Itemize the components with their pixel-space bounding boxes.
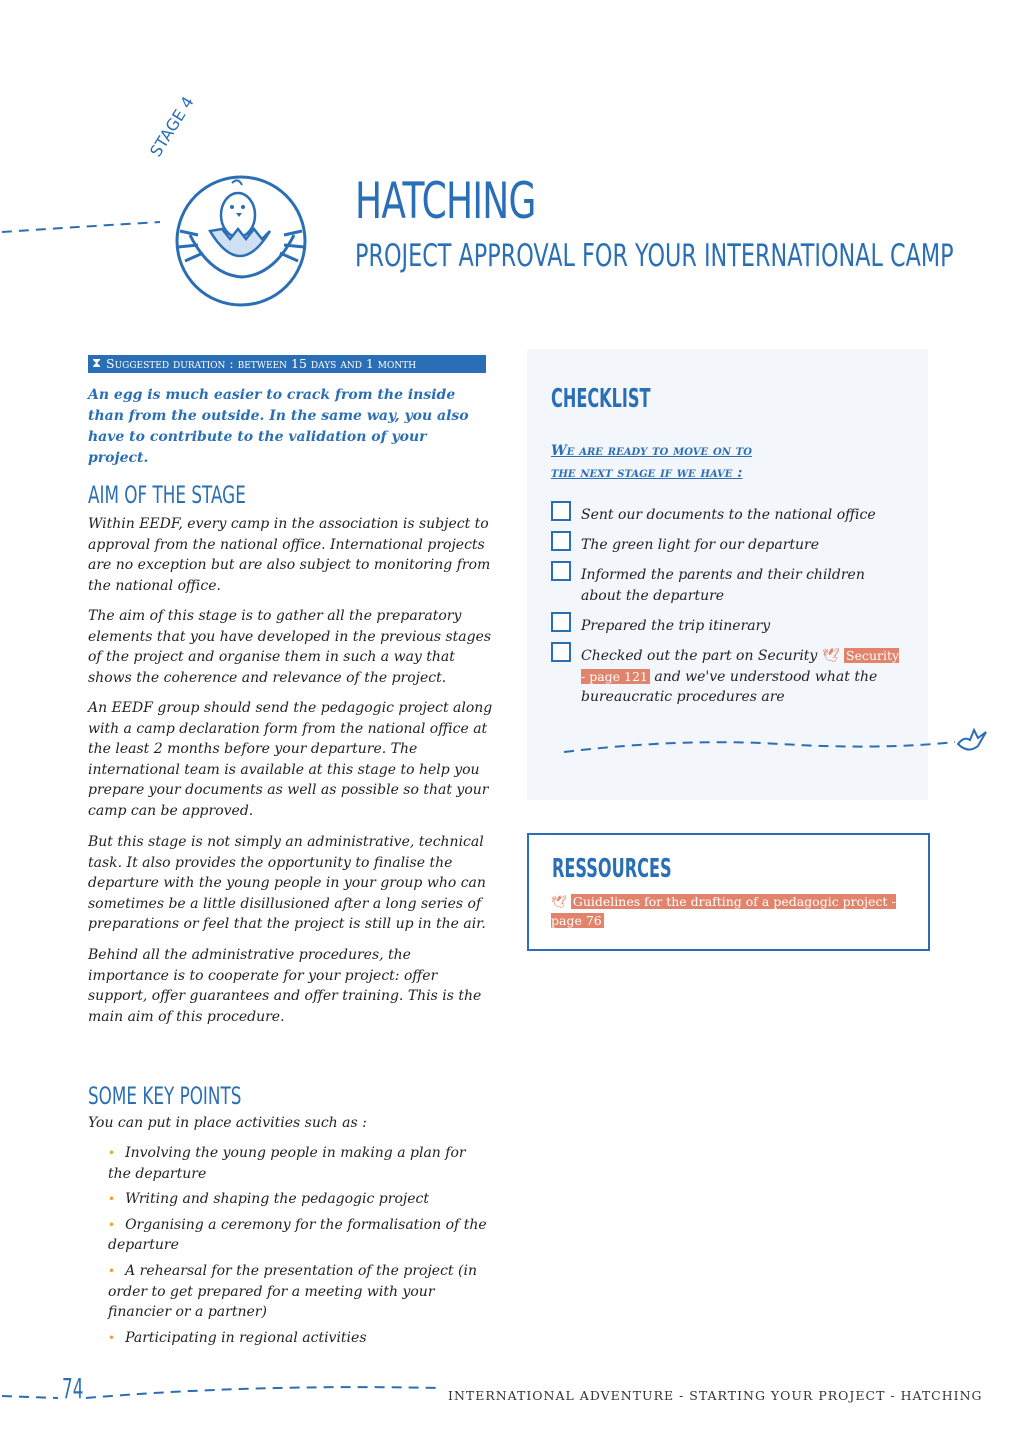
page-subtitle: PROJECT APPROVAL FOR YOUR INTERNATIONAL CAMP bbox=[355, 238, 954, 274]
duration-banner bbox=[88, 355, 486, 373]
list-item: • A rehearsal for the presentation of the project (in order to get prepared for a meeting with your financier or a partner) bbox=[108, 1262, 477, 1321]
checkbox[interactable] bbox=[551, 612, 571, 632]
checklist-item[interactable]: Informed the parents and their children about the departure bbox=[551, 565, 901, 606]
resources-link[interactable]: Guidelines for the drafting of a pedagogic project - page 76 bbox=[551, 894, 896, 928]
aim-paragraph: The aim of this stage is to gather all the preparatory elements that you have developed in the previous stages of the project and organise them in such a way that shows the coherence and relevance of the project. bbox=[88, 608, 492, 686]
aim-paragraph: Behind all the administrative procedures, the importance is to cooperate for your project: offer support, offer guarantees and offer training. This is the main aim of this procedure. bbox=[88, 947, 482, 1025]
checklist-item[interactable]: Prepared the trip itinerary bbox=[551, 616, 901, 637]
resources-heading: RESSOURCES bbox=[552, 854, 672, 884]
intro-text: An egg is much easier to crack from the inside than from the outside. In the same way, you also have to contribute to the validation of your project. bbox=[88, 387, 469, 466]
bullet-icon: • bbox=[108, 1217, 116, 1232]
checkbox[interactable] bbox=[551, 561, 571, 581]
key-points-heading: SOME KEY POINTS bbox=[88, 1082, 242, 1110]
security-link[interactable]: Security - page 121 bbox=[581, 648, 900, 684]
bird-icon bbox=[958, 730, 986, 750]
aim-paragraph: An EEDF group should send the pedagogic project along with a camp declaration form from the national office at the least 2 months before your departure. The international team is available at this stage to help you prepare your documents as well as possible so that your camp can be approved. bbox=[88, 700, 493, 819]
footer-text: INTERNATIONAL ADVENTURE - STARTING YOUR PROJECT - HATCHING bbox=[448, 1388, 983, 1403]
page-title: HATCHING bbox=[355, 172, 536, 230]
bullet-icon: • bbox=[108, 1192, 116, 1207]
checklist-item[interactable]: Checked out the part on Security 🕊 Security - page 121 and we've understood what the bureaucratic procedures are bbox=[551, 646, 901, 708]
bullet-icon: • bbox=[108, 1263, 116, 1278]
page-number: 74 bbox=[62, 1372, 84, 1405]
key-points-intro: You can put in place activities such as : bbox=[88, 1115, 367, 1131]
aim-paragraph: Within EEDF, every camp in the association is subject to approval from the national office. International projects are no exception but are also subject to monitoring from the national office. bbox=[88, 516, 491, 594]
list-item: • Involving the young people in making a plan for the departure bbox=[108, 1145, 466, 1182]
checklist-heading: CHECKLIST bbox=[551, 384, 651, 414]
key-points-list bbox=[108, 1143, 488, 1353]
list-item: • Writing and shaping the pedagogic project bbox=[108, 1191, 429, 1208]
bullet-icon: • bbox=[108, 1330, 116, 1345]
stage-label-text: STAGE 4 bbox=[146, 93, 198, 161]
aim-paragraph: But this stage is not simply an administrative, technical task. It also provides the opportunity to finalise the departure with the young people in your group who can sometimes be a little disillusioned after a long series of preparations or feel that the project is still up in the air. bbox=[88, 834, 486, 933]
dashed-line-decoration bbox=[560, 728, 990, 768]
aim-heading: AIM OF THE STAGE bbox=[88, 481, 246, 509]
checkbox[interactable] bbox=[551, 531, 571, 551]
resources-link-container bbox=[551, 892, 906, 930]
stage-badge-icon bbox=[140, 135, 330, 315]
checkbox[interactable] bbox=[551, 501, 571, 521]
checklist-item[interactable]: Sent our documents to the national office bbox=[551, 505, 901, 526]
duration-text: Suggested duration : between 15 days and 1 month bbox=[106, 356, 417, 371]
checklist-intro: We are ready to move on to the next stage if we have : bbox=[551, 443, 752, 481]
bird-icon: 🕊 bbox=[551, 894, 567, 909]
list-item: • Participating in regional activities bbox=[108, 1329, 367, 1346]
checklist-item[interactable]: The green light for our departure bbox=[551, 535, 901, 556]
list-item: • Organising a ceremony for the formalisation of the departure bbox=[108, 1216, 487, 1254]
bullet-icon: • bbox=[108, 1146, 116, 1160]
checkbox[interactable] bbox=[551, 642, 571, 662]
hourglass-icon: ⧗ bbox=[92, 356, 102, 371]
bird-icon: 🕊 bbox=[821, 648, 840, 664]
